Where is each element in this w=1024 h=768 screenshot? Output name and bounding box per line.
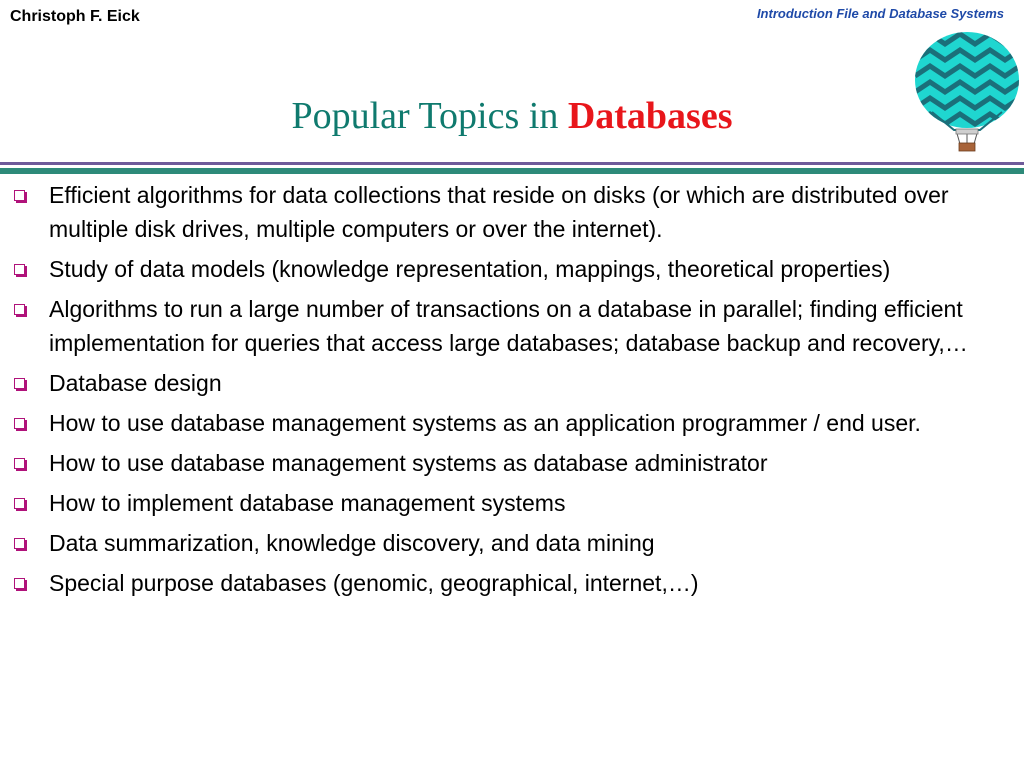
square-bullet-icon (14, 190, 25, 201)
list-item (12, 566, 1012, 600)
list-item-text: Efficient algorithms for data collections that reside on disks (or which are distributed over multiple disk drives, multiple computers or over the internet). (49, 182, 949, 242)
list-item (12, 486, 1012, 520)
list-item-text: Special purpose databases (genomic, geographical, internet,…) (49, 570, 699, 596)
square-bullet-icon (14, 418, 25, 429)
square-bullet-icon (14, 498, 25, 509)
course-title: Introduction File and Database Systems (756, 6, 1004, 21)
slide-title (0, 94, 1024, 138)
list-item-text: How to implement database management systems (49, 490, 566, 516)
author-name: Christoph F. Eick (10, 8, 140, 25)
square-bullet-icon (14, 458, 25, 469)
list-item (12, 292, 1012, 360)
list-item-text: How to use database management systems as an application programmer / end user. (49, 410, 921, 436)
list-item-text: How to use database management systems as database administrator (49, 450, 768, 476)
square-bullet-icon (14, 304, 25, 315)
list-item-text: Data summarization, knowledge discovery, and data mining (49, 530, 655, 556)
square-bullet-icon (14, 578, 25, 589)
list-item-text: Algorithms to run a large number of transactions on a database in parallel; finding efficient implementation for queries that access large databases; database backup and recovery,… (49, 296, 968, 356)
title-prefix: Popular Topics in (291, 95, 568, 137)
list-item (12, 446, 1012, 480)
list-item (12, 366, 1012, 400)
list-item (12, 526, 1012, 560)
list-item-text: Study of data models (knowledge representation, mappings, theoretical properties) (49, 256, 891, 282)
list-item-text: Database design (49, 370, 222, 396)
list-item (12, 178, 1012, 246)
list-item (12, 252, 1012, 286)
title-divider-thick (0, 168, 1024, 174)
title-divider-thin (0, 162, 1024, 165)
square-bullet-icon (14, 538, 25, 549)
list-item (12, 406, 1012, 440)
square-bullet-icon (14, 264, 25, 275)
square-bullet-icon (14, 378, 25, 389)
title-emphasis: Databases (567, 95, 733, 137)
topic-list (12, 178, 1012, 606)
